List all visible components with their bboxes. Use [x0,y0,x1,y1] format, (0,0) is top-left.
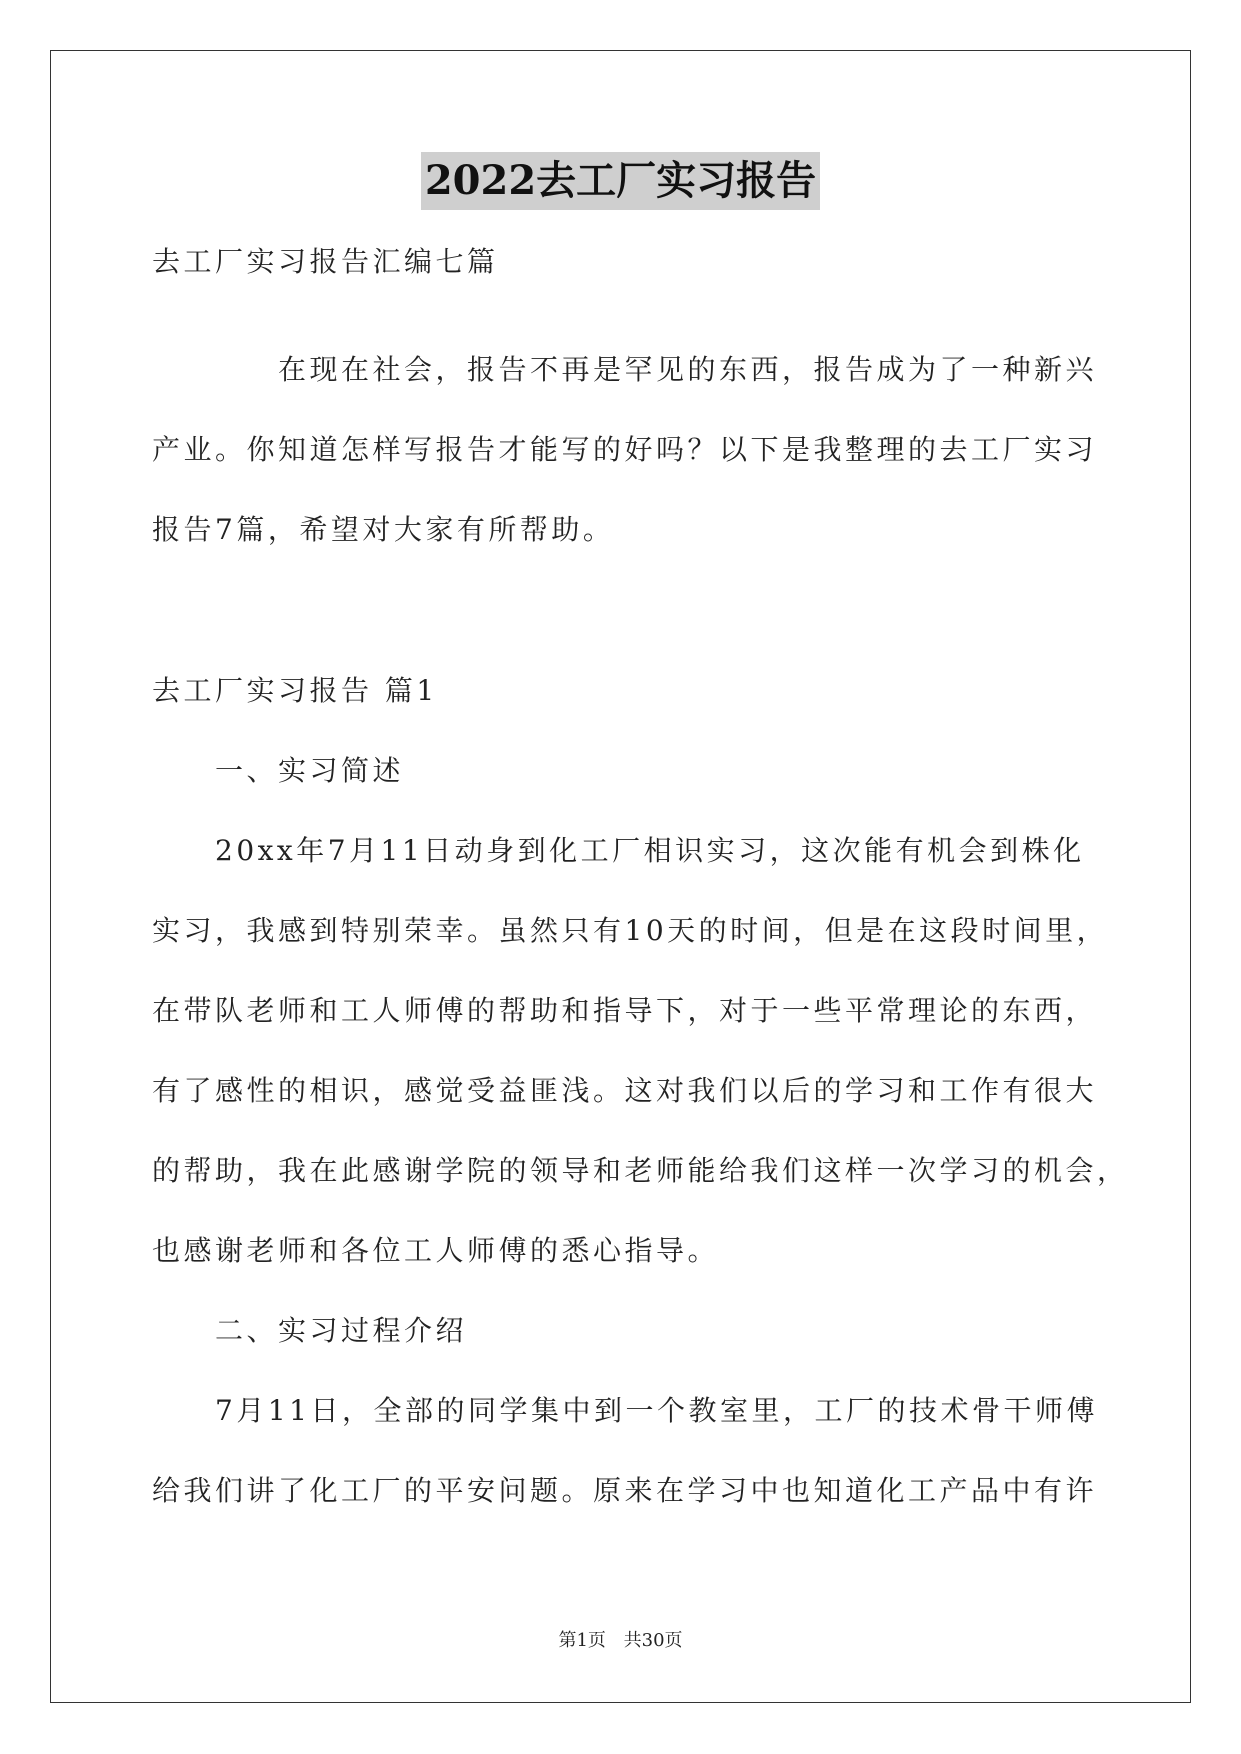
title-container [0,152,1241,210]
heading-1: 一、实习简述 [152,754,405,787]
page-number: 第1页 [558,1630,606,1651]
paragraph2-line-1: 7月11日，全部的同学集中到一个教室里，工厂的技术骨干师傅 [152,1394,1098,1427]
paragraph-line-1: 20xx年7月11日动身到化工厂相识实习，这次能有机会到株化 [152,834,1085,867]
paragraph-line-4: 有了感性的相识，感觉受益匪浅。这对我们以后的学习和工作有很大 [152,1074,1098,1107]
subtitle-line: 去工厂实习报告汇编七篇 [152,245,499,278]
intro-line-3: 报告7篇，希望对大家有所帮助。 [152,513,615,546]
document-title: 2022去工厂实习报告 [421,152,820,210]
paragraph-line-5: 的帮助，我在此感谢学院的领导和老师能给我们这样一次学习的机会， [152,1154,1129,1187]
paragraph-line-3: 在带队老师和工人师傅的帮助和指导下，对于一些平常理论的东西， [152,994,1098,1027]
intro-line-2: 产业。你知道怎样写报告才能写的好吗？以下是我整理的去工厂实习 [152,433,1098,466]
intro-line-1: 在现在社会，报告不再是罕见的东西，报告成为了一种新兴 [152,353,1098,386]
page-total: 共30页 [623,1630,683,1651]
section-heading: 去工厂实习报告 篇1 [152,674,438,707]
paragraph-line-2: 实习，我感到特别荣幸。虽然只有10天的时间，但是在这段时间里， [152,914,1109,947]
heading-2: 二、实习过程介绍 [152,1314,468,1347]
paragraph2-line-2: 给我们讲了化工厂的平安问题。原来在学习中也知道化工产品中有许 [152,1474,1098,1507]
page-footer [0,1626,1241,1652]
paragraph-line-6: 也感谢老师和各位工人师傅的悉心指导。 [152,1234,720,1267]
page-border [50,50,1191,1703]
